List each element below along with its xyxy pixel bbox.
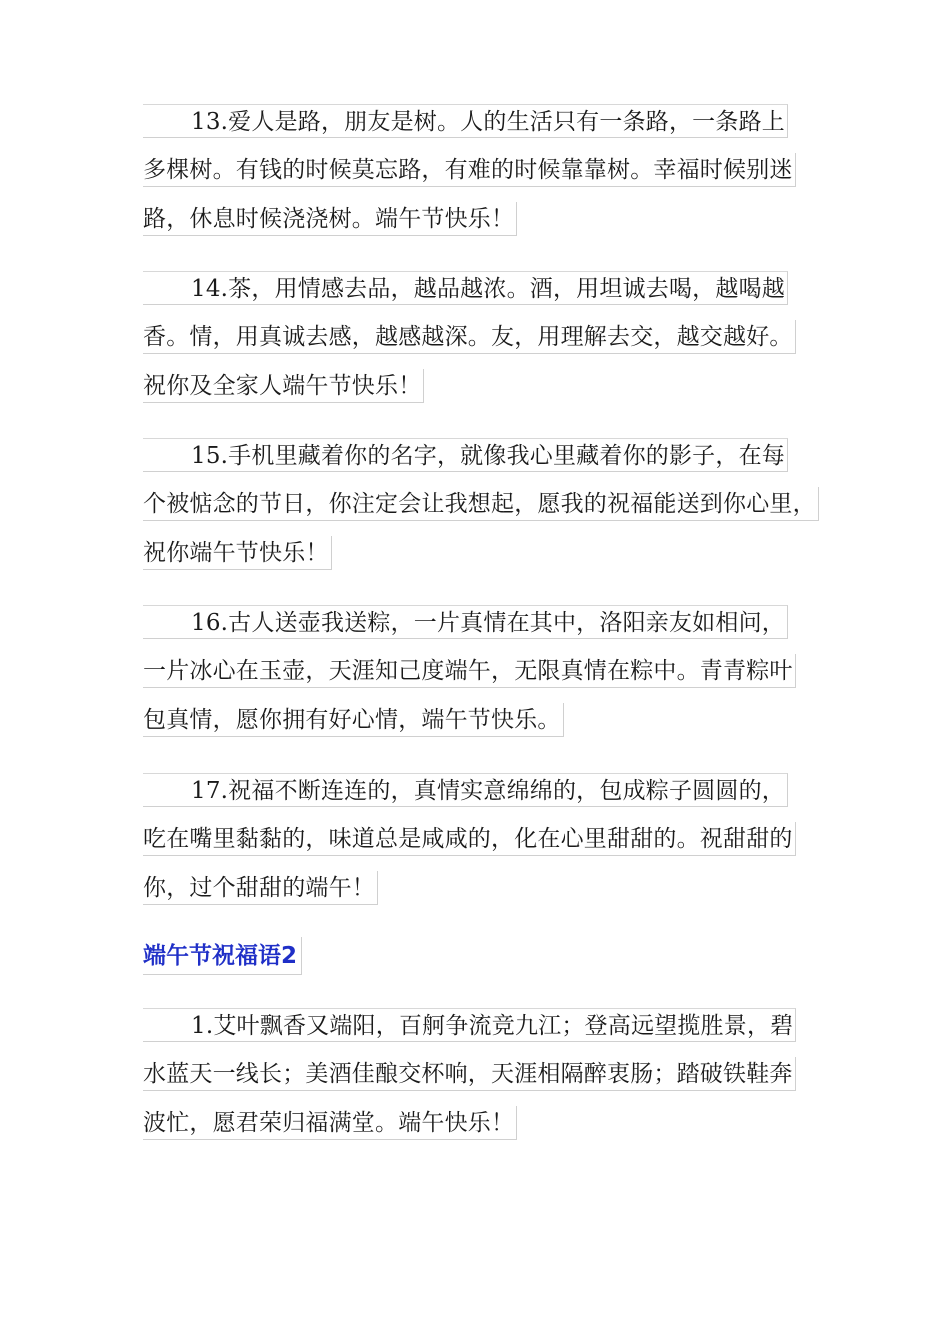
section-paragraph-1-line-1: 1.艾叶飘香又端阳，百舸争流竞九江；登高远望揽胜景，碧 [143,1008,796,1042]
paragraph-14-line-1: 14.茶，用情感去品，越品越浓。酒，用坦诚去喝，越喝越 [143,271,788,305]
paragraph-17-line-2: 吃在嘴里黏黏的，味道总是咸咸的，化在心里甜甜的。祝甜甜的 [143,822,796,856]
paragraph-16-line-1: 16.古人送壶我送粽，一片真情在其中，洛阳亲友如相问， [143,605,788,639]
paragraph-15-line-2: 个被惦念的节日，你注定会让我想起，愿我的祝福能送到你心里， [143,487,819,521]
paragraph-17-line-3: 你，过个甜甜的端午！ [143,871,378,905]
paragraph-16-line-3: 包真情，愿你拥有好心情，端午节快乐。 [143,703,564,737]
paragraph-15-line-3: 祝你端午节快乐！ [143,536,332,570]
paragraph-16-line-2: 一片冰心在玉壶，天涯知己度端午，无限真情在粽中。青青粽叶 [143,654,796,688]
paragraph-15-line-1: 15.手机里藏着你的名字，就像我心里藏着你的影子，在每 [143,438,788,472]
paragraph-14-line-2: 香。情，用真诚去感，越感越深。友，用理解去交，越交越好。 [143,320,796,354]
section-paragraph-1-line-2: 水蓝天一线长；美酒佳酿交杯响，天涯相隔醉衷肠；踏破铁鞋奔 [143,1057,796,1091]
paragraph-13-line-2: 多棵树。有钱的时候莫忘路，有难的时候靠靠树。幸福时候别迷 [143,153,796,187]
paragraph-14-line-3: 祝你及全家人端午节快乐！ [143,369,424,403]
paragraph-13-line-1: 13.爱人是路，朋友是树。人的生活只有一条路，一条路上 [143,104,788,138]
paragraph-13-line-3: 路，休息时候浇浇树。端午节快乐！ [143,202,517,236]
section-heading: 端午节祝福语2 [143,937,302,975]
section-paragraph-1-line-3: 波忙，愿君荣归福满堂。端午快乐！ [143,1106,517,1140]
paragraph-17-line-1: 17.祝福不断连连的，真情实意绵绵的，包成粽子圆圆的， [143,773,788,807]
